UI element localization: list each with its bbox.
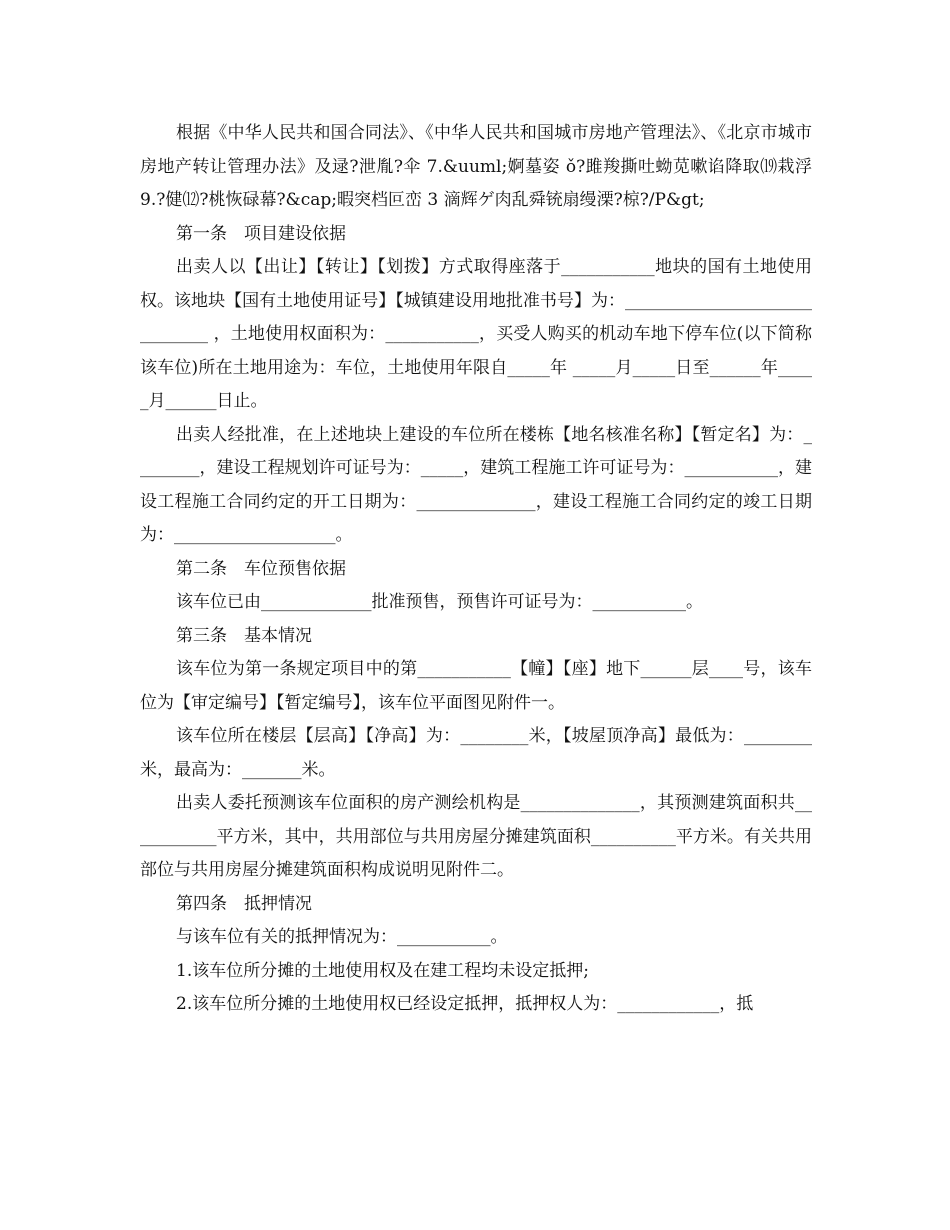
document-body — [140, 117, 812, 1022]
article-3-paragraph-2: 该车位所在楼层【层高】【净高】为：________米，【坡屋顶净高】最低为：________米，最高为：_______米。 — [140, 726, 812, 780]
article-4-item-2: 2.该车位所分摊的土地使用权已经设定抵押，抵押权人为：____________，抵 — [176, 994, 754, 1014]
article-3-paragraph-1: 该车位为第一条规定项目中的第___________【幢】【座】地下______层____号，该车位为【审定编号】【暂定编号】，该车位平面图见附件一。 — [140, 659, 812, 713]
article-1-paragraph-2: 出卖人经批准，在上述地块上建设的车位所在楼栋【地名核准名称】【暂定名】为：________，建设工程规划许可证号为：_____，建筑工程施工许可证号为：___________，建设工程施工合同约定的开工日期为：______________，建设工程施工合同约定的竣工日期为：___________________。 — [140, 424, 812, 545]
article-1-paragraph-1: 出卖人以【出让】【转让】【划拨】方式取得座落于___________地块的国有土地使用权。该地块【国有土地使用证号】【城镇建设用地批准书号】为：______________________________ ，土地使用权面积为：___________，买受人购买的机动车地下停车位(以下简称该车位)所在土地用途为：车位，土地使用年限自_____年 _____月_____日至______年_____月______日止。 — [140, 257, 812, 411]
article-3-paragraph-3: 出卖人委托预测该车位面积的房产测绘机构是______________，其预测建筑面积共___________平方米，其中，共用部位与共用房屋分摊建筑面积__________平方米。有关共用部位与共用房屋分摊建筑面积构成说明见附件二。 — [140, 793, 812, 880]
article-4-item-1: 1.该车位所分摊的土地使用权及在建工程均未设定抵押; — [176, 960, 589, 981]
article-4-paragraph-1: 与该车位有关的抵押情况为：___________。 — [176, 927, 508, 947]
article-3-heading: 第三条 基本情况 — [176, 625, 312, 646]
article-2-heading: 第二条 车位预售依据 — [176, 558, 346, 579]
preamble-paragraph: 根据《中华人民共和国合同法》、《中华人民共和国城市房地产管理法》、《北京市城市房地产转让管理办法》及逯?泄胤?伞 7.&uuml;婀墓姿 ǒ?雎羧撕吐蚴苋嗽谄降取⒆栽浮 9.?健⑿?桃恢碌幕?&cap;暇突档叵峦 3 滴辉ゲ肉乱舜铳扇缦溧?椋?/P&gt; — [140, 123, 812, 210]
article-1-heading: 第一条 项目建设依据 — [176, 223, 346, 244]
article-4-heading: 第四条 抵押情况 — [176, 893, 312, 914]
article-2-paragraph: 该车位已由_____________批准预售，预售许可证号为：___________。 — [176, 592, 703, 612]
